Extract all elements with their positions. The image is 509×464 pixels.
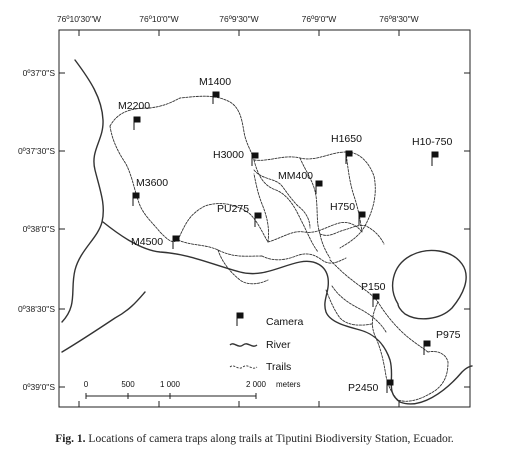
camera-label-h3000: H3000 xyxy=(213,149,244,161)
trails xyxy=(110,96,448,401)
lat-label-4: 0º38'30"S xyxy=(17,304,55,314)
trail-h3000-east xyxy=(254,152,375,248)
scale-bar xyxy=(84,380,301,399)
camera-label-p150: P150 xyxy=(361,281,386,293)
trail-p-south xyxy=(330,260,428,352)
camera-flag-m2200 xyxy=(134,117,140,130)
lon-label-1: 76º10'30"W xyxy=(56,14,102,24)
legend-trails-symbol xyxy=(230,366,257,368)
caption-label: Fig. 1. xyxy=(55,433,86,445)
camera-label-mm400: MM400 xyxy=(278,170,314,182)
river-northwest xyxy=(62,60,103,322)
legend-river-label: River xyxy=(266,339,291,351)
camera-label-p2450: P2450 xyxy=(348,382,379,394)
scale-label-1000: 1 000 xyxy=(159,380,181,389)
lon-label-3: 76º9'30"W xyxy=(219,14,259,24)
lon-label-5: 76º8'30"W xyxy=(379,14,419,24)
lon-label-2: 76º10'0"W xyxy=(139,14,179,24)
camera-flag-mm400 xyxy=(316,181,322,194)
camera-label-m4500: M4500 xyxy=(131,236,164,248)
trail-h750 xyxy=(346,152,362,232)
lat-label-1: 0º37'0"S xyxy=(22,68,55,78)
river-southwest xyxy=(62,292,145,352)
trail-east-inner xyxy=(320,225,384,244)
legend xyxy=(230,313,304,373)
longitude-ticks-top xyxy=(79,30,399,36)
camera-flag-m4500 xyxy=(173,236,179,249)
trail-m4500-south xyxy=(178,240,262,256)
river-oxbow xyxy=(393,250,466,318)
caption-text: Locations of camera traps along trails at Tiputini Biodiversity Station, Ecuador. xyxy=(88,433,454,445)
latitude-ticks-left xyxy=(59,73,65,387)
river-main xyxy=(103,222,472,404)
legend-river-symbol xyxy=(230,344,257,346)
camera-label-pu275: PU275 xyxy=(217,203,250,215)
camera-label-h10-750: H10-750 xyxy=(412,136,453,148)
camera-label-p975: P975 xyxy=(436,329,461,341)
scale-label-500: 500 xyxy=(121,380,135,389)
camera-label-h1650: H1650 xyxy=(331,133,362,145)
latitude-ticks-right xyxy=(464,73,470,387)
camera-flag-h10-750 xyxy=(432,152,438,166)
camera-flag-p975 xyxy=(424,341,430,355)
camera-label-m2200: M2200 xyxy=(118,100,151,112)
lat-label-5: 0º39'0"S xyxy=(22,382,55,392)
legend-camera-label: Camera xyxy=(266,316,304,328)
trail-pu275-north xyxy=(254,174,269,242)
trail-west-link xyxy=(218,250,268,284)
scale-label-2000: 2 000 xyxy=(245,380,267,389)
camera-flag-p150 xyxy=(373,294,379,307)
figure-caption xyxy=(0,433,509,445)
camera-label-m3600: M3600 xyxy=(136,177,169,189)
map-frame xyxy=(59,30,470,407)
lat-label-3: 0º38'0"S xyxy=(22,224,55,234)
longitude-ticks-bottom xyxy=(79,401,399,407)
scale-unit-label: meters xyxy=(276,380,301,389)
scale-label-0: 0 xyxy=(83,380,89,389)
lon-label-4: 76º9'0"W xyxy=(301,14,337,24)
lat-label-2: 0º37'30"S xyxy=(17,146,55,156)
trail-cross-1 xyxy=(268,222,362,242)
legend-camera-symbol xyxy=(237,313,243,326)
camera-label-m1400: M1400 xyxy=(199,76,232,88)
camera-label-h750: H750 xyxy=(330,201,356,213)
legend-trails-label: Trails xyxy=(266,361,292,373)
